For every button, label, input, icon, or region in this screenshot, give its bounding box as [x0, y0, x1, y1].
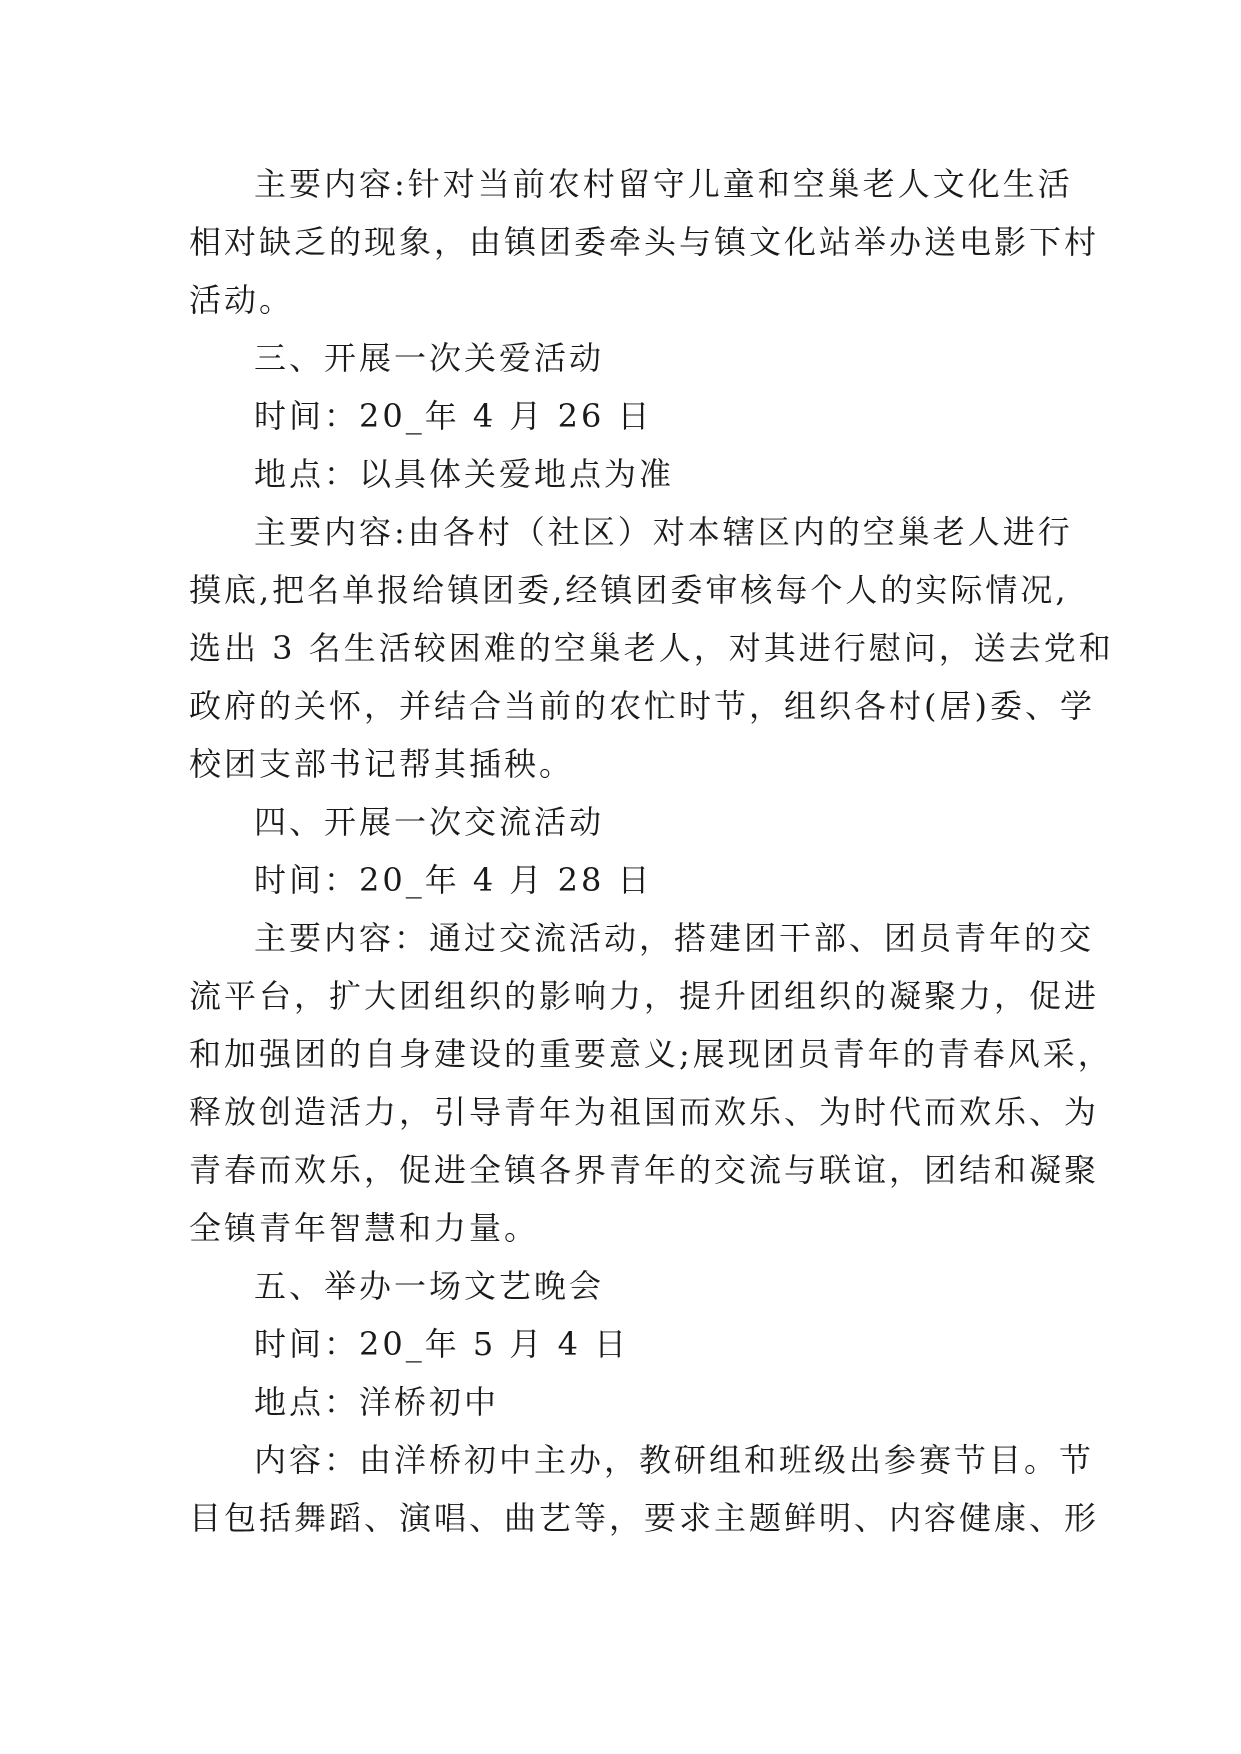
paragraph-line: 校团支部书记帮其插秧。 [189, 745, 575, 783]
time-line: 时间：20_年 4 月 26 日 [254, 397, 653, 435]
paragraph-line: 内容：由洋桥初中主办，教研组和班级出参赛节目。节 [254, 1441, 1095, 1479]
time-line: 时间：20_年 4 月 28 日 [254, 861, 653, 899]
paragraph-line: 主要内容:由各村（社区）对本辖区内的空巢老人进行 [254, 513, 1073, 551]
section-heading: 四、开展一次交流活动 [254, 803, 605, 841]
location-line: 地点：以具体关爱地点为准 [254, 455, 675, 493]
paragraph-line: 主要内容:针对当前农村留守儿童和空巢老人文化生活 [254, 165, 1073, 203]
location-line: 地点：洋桥初中 [254, 1383, 500, 1421]
paragraph-line: 选出 3 名生活较困难的空巢老人，对其进行慰问，送去党和 [189, 629, 1114, 667]
paragraph-line: 政府的关怀，并结合当前的农忙时节，组织各村(居)委、学 [189, 687, 1095, 725]
paragraph-line: 全镇青年智慧和力量。 [189, 1209, 540, 1247]
paragraph-line: 释放创造活力，引导青年为祖国而欢乐、为时代而欢乐、为 [189, 1093, 1100, 1131]
paragraph-line: 相对缺乏的现象，由镇团委牵头与镇文化站举办送电影下村 [189, 223, 1100, 261]
paragraph-line: 活动。 [189, 281, 295, 319]
section-heading: 五、举办一场文艺晚会 [254, 1267, 605, 1305]
document-body [189, 155, 1114, 1547]
paragraph-line: 摸底,把名单报给镇团委,经镇团委审核每个人的实际情况, [189, 571, 1069, 609]
paragraph-line: 主要内容：通过交流活动，搭建团干部、团员青年的交 [254, 919, 1095, 957]
paragraph-line: 流平台，扩大团组织的影响力，提升团组织的凝聚力，促进 [189, 977, 1100, 1015]
section-heading: 三、开展一次关爱活动 [254, 339, 605, 377]
time-line: 时间：20_年 5 月 4 日 [254, 1325, 630, 1363]
paragraph-line: 和加强团的自身建设的重要意义;展现团员青年的青春风采， [189, 1035, 1113, 1073]
paragraph-line: 青春而欢乐，促进全镇各界青年的交流与联谊，团结和凝聚 [189, 1151, 1100, 1189]
paragraph-line: 目包括舞蹈、演唱、曲艺等，要求主题鲜明、内容健康、形 [189, 1499, 1100, 1537]
